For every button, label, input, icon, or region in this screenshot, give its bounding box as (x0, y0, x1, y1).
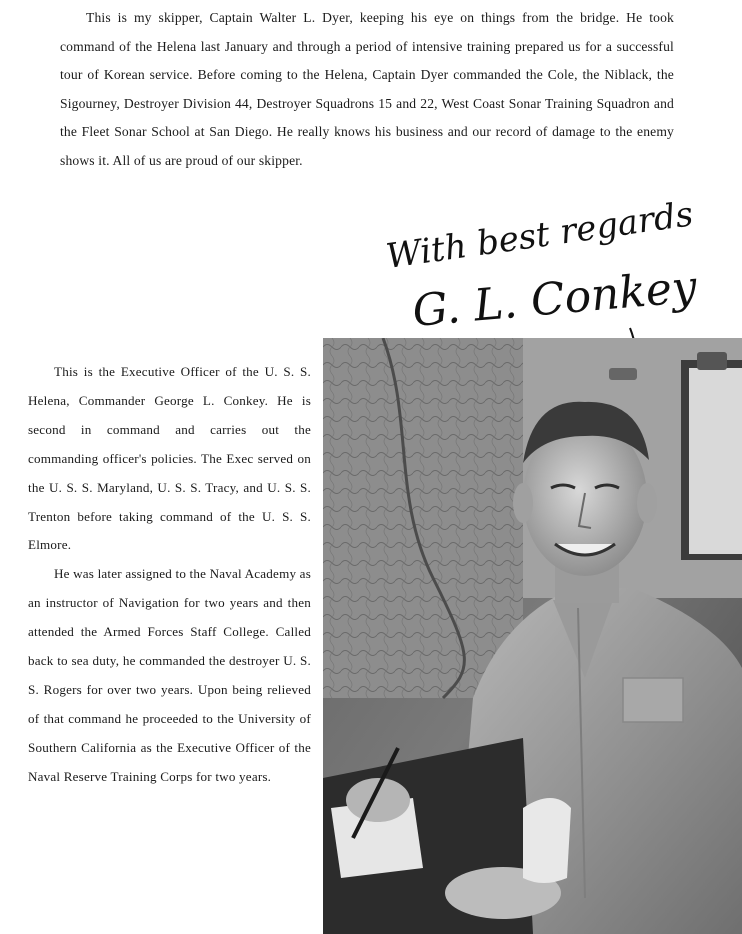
captain-intro-paragraph: This is my skipper, Captain Walter L. Dyer, keeping his eye on things from the bridge. He took command of the Helena last January and through a period of intensive training prepared us for a successful tour of Korean service. Before coming to the Helena, Captain Dyer commanded the Cole, the Niblack, the Sigourney, Destroyer Division 44, Destroyer Squadrons 15 and 22, West Coast Sonar Training Squadron and the Fleet Sonar School at San Diego. He really knows his business and our record of damage to the enemy shows it. All of us are proud of our skipper. (60, 10, 674, 168)
signature-line-2: G. L. Conkey (410, 261, 699, 337)
officer-photo (323, 338, 742, 934)
bio-paragraph-2: He was later assigned to the Naval Academy as an instructor of Navigation for two years and then attended the Armed Forces Staff College. Called back to sea duty, he commanded the destroyer U. S. S. Rogers for over two years. Upon being relieved of that command he proceeded to the University of Southern California as the Executive Officer of the Naval Reserve Training Corps for two years. (28, 566, 311, 784)
signature-line-1: With best regards (383, 194, 696, 277)
executive-officer-bio (28, 358, 311, 792)
wall-map (323, 338, 523, 698)
bio-paragraph-1: This is the Executive Officer of the U. S. S. Helena, Commander George L. Conkey. He is second in command and carries out the commanding officer's policies. The Exec served on the U. S. S. Maryland, U. S. S. Tracy, and U. S. S. Trenton before taking command of the U. S. S. Elmore. (28, 364, 311, 553)
photo-illustration (323, 338, 742, 934)
